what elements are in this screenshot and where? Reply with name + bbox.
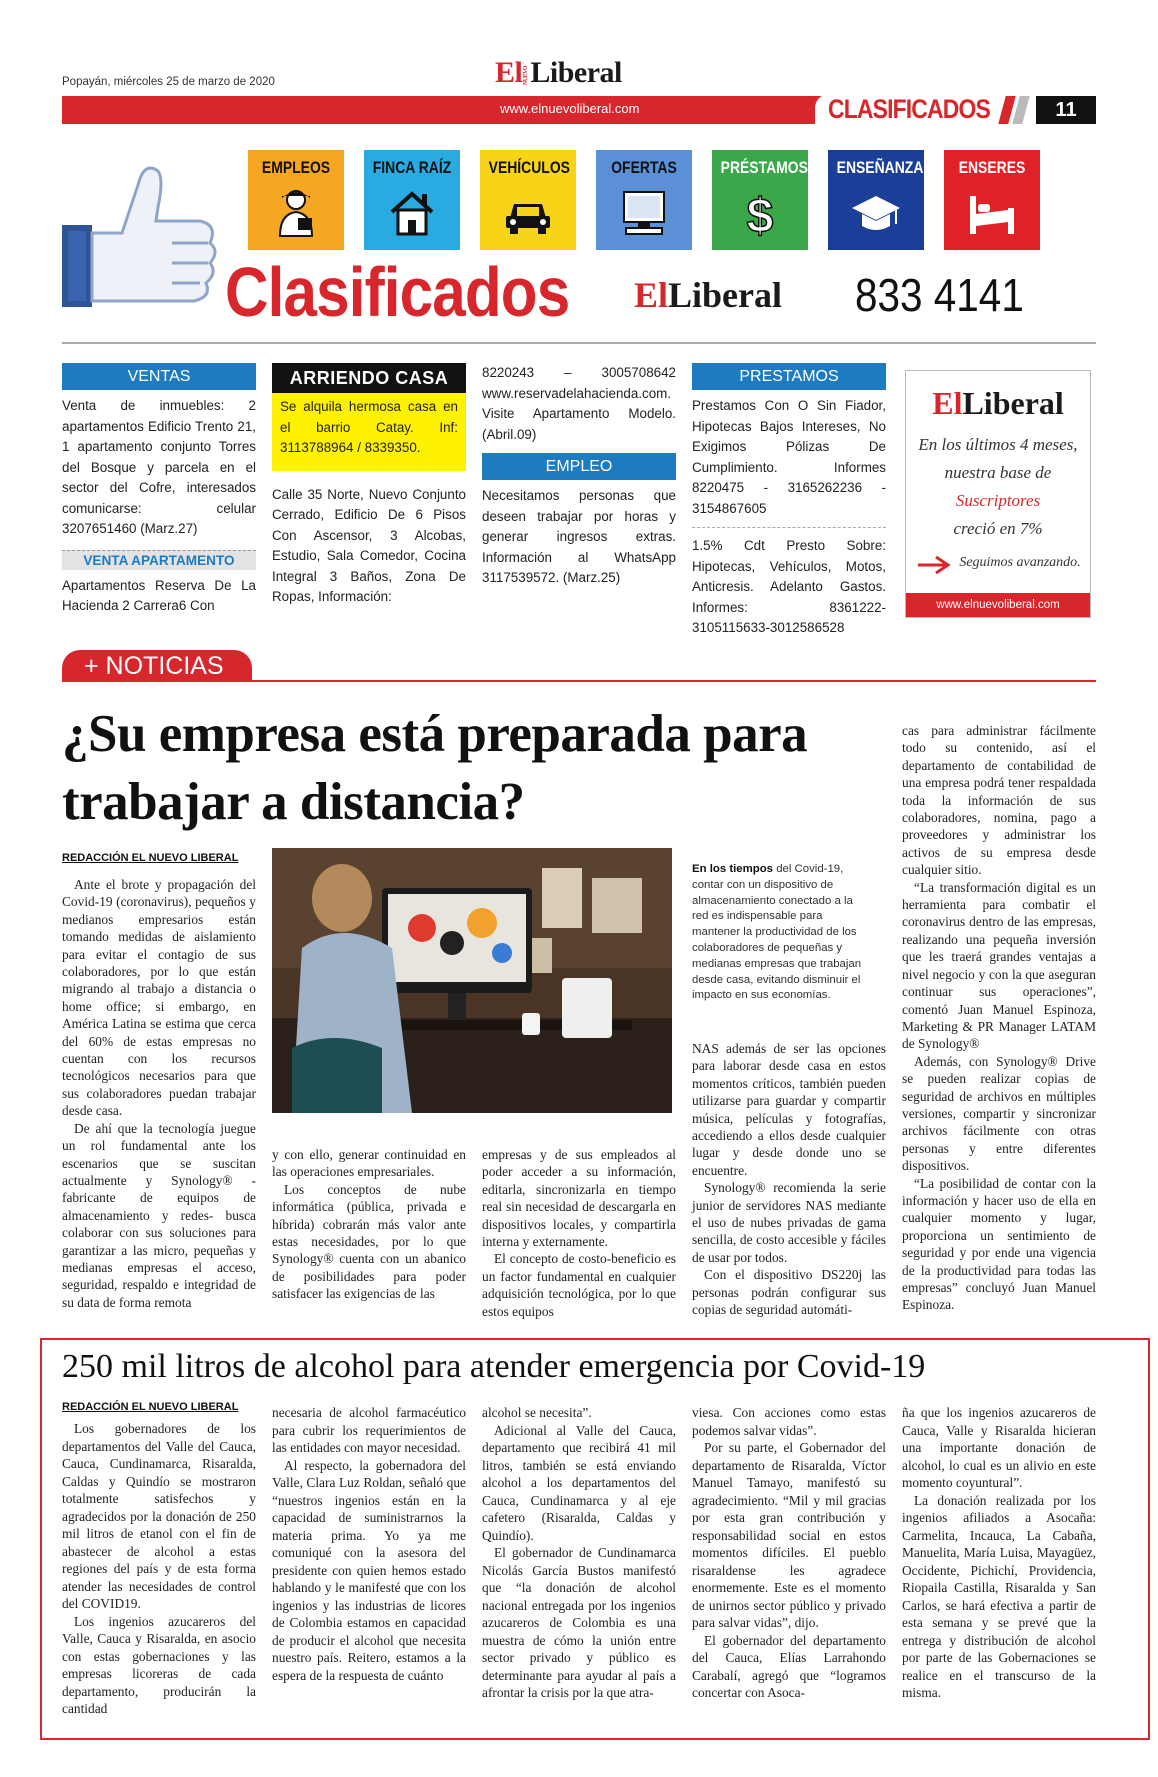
- paragraph: Al respecto, la gobernadora del Valle, Clara Luz Roldan, señaló que “nuestros ingenios están en la capacidad de suministrarnos la materia prima. Yo ya me comuniqué con la asesora del presidente con quien hemos estado hablando y le manifesté que con los ingenios y las industrias de licores de Colombia estamos en capacidad de producir el alcohol que necesita nuestro país. Reiterо, estamos a la espera de la respuesta de cuánto: [272, 1457, 466, 1683]
- woman-at-computer-illustration: [272, 848, 672, 1113]
- arriendo-header: ARRIENDO CASA: [272, 363, 466, 393]
- dollar-icon: [736, 188, 784, 238]
- paragraph: Además, con Synology® Drive se pueden realizar copias de seguridad de archivos en múltiples versiones, compartir y sincronizar archivos fácilmente con otras personas y entre diferentes dispositivos.: [902, 1053, 1096, 1174]
- category-ofertas[interactable]: [596, 150, 692, 250]
- dateline: Popayán, miércoles 25 de marzo de 2020: [62, 76, 275, 88]
- article-byline: REDACCIÓN EL NUEVO LIBERAL: [62, 852, 239, 864]
- paragraph: cas para administrar fácilmente todo su contenido, así el departamento de contabilidad de una empresa podrá tener respaldada toda la información de sus colaboradores, nomina, pago a proveedores y administrar los activos de su empresa desde cualquier sitio.: [902, 723, 1096, 878]
- paragraph: El gobernador del departamento del Cauca, Elías Larrahondo Carabalí, agregó que “logramos concertar con Asoca-: [692, 1632, 886, 1700]
- paragraph: “La posibilidad de contar con la información y hacer uso de ella en cualquier momento y lugar, proporciona un sentimiento de seguridad y por ende una vigencia de la productividad para todas las empresas” concluyó Juan Manuel Espinoza.: [902, 1175, 1096, 1313]
- venta-apartamento-header: VENTA APARTAMENTO: [62, 550, 256, 570]
- paragraph: Los ingenios azucareros del Valle, Cauca y Risaralda, en asocio con estas gobernaciones y las empresas licoreras de cada departamento, producirán la cantidad: [62, 1613, 256, 1716]
- category-finca-raiz[interactable]: [364, 150, 460, 250]
- ad-line: Seguimos avanzando.: [959, 555, 1081, 570]
- page-number: 11: [1036, 96, 1096, 124]
- ad-line: creció en 7%: [953, 519, 1043, 538]
- article2-column-2: [272, 1404, 466, 1684]
- classified-ventas: [62, 363, 256, 617]
- house-icon: [388, 188, 436, 238]
- masthead-logo[interactable]: [495, 56, 622, 90]
- empleo-header: EMPLEO: [482, 453, 676, 480]
- classified-arriendo: [272, 363, 466, 608]
- paragraph: Ante el brote y propagación del Covid-19 (coronavirus), pequeños y medianos empresarios están tomando medidas de aislamiento para evitar el contagio de sus colaboradores, por lo que están migrando al trabajo a distancia o home office; si embargo, en América Latina se estima que cerca del 60% de estas empresas no cuentan con los recursos tecnológicos necesarios para que sus colaboradores puedan trabajar desde casa.: [62, 877, 256, 1119]
- prestamos-text-2: 1.5% Cdt Presto Sobre: Hipotecas, Vehículos, Motos, Anticresis. Adelanto Gastos. Informes: 8361222-3105115633-3012586528: [692, 538, 886, 635]
- logo-el: El: [495, 56, 523, 89]
- banner-phone[interactable]: 833 4141: [855, 269, 1024, 321]
- category-empleos[interactable]: [248, 150, 344, 250]
- category-label: VEHÍCULOS: [488, 158, 570, 177]
- article2-column-5: [902, 1404, 1096, 1702]
- category-label: PRÉSTAMOS: [720, 158, 808, 177]
- thumbs-up-icon: [60, 155, 220, 315]
- logo-liberal: Liberal: [530, 56, 622, 89]
- category-prestamos[interactable]: [712, 150, 808, 250]
- computer-icon: [620, 188, 668, 238]
- article-column-1: [62, 876, 256, 1311]
- paragraph: empresas y de sus empleados al poder acceder a su información, editarla, sincronizarla en tiempo real sin necesidad de descargarla en dispositivos locales, y compartirla interna y externamente.: [482, 1147, 676, 1250]
- divider: [692, 527, 886, 528]
- ventas-text: Venta de inmuebles: 2 apartamentos Edificio Trento 21, 1 apartamento conjunto Torres del Bosque y parcela en el sector del Cofre, interesados comunicarse: celular 3207651460 (Marz.27): [62, 398, 256, 536]
- category-label: EMPLEOS: [261, 158, 331, 177]
- category-label: ENSERES: [958, 158, 1026, 177]
- paragraph: Adicional al Valle del Cauca, departamento que recibirá 41 mil litros, también se está enviando alcohol a los departamentos del Cauca, Cundinamarca y al eje cafetero (Risaralda, Caldas y Quindío).: [482, 1422, 676, 1543]
- category-vehiculos[interactable]: [480, 150, 576, 250]
- category-label: ENSEÑANZA: [836, 158, 924, 177]
- article-photo: [272, 848, 672, 1113]
- bed-icon: [968, 188, 1016, 238]
- article-column-4: [692, 1040, 886, 1319]
- logo-liberal: Liberal: [962, 385, 1064, 421]
- venta-apartamento-text: Apartamentos Reserva De La Hacienda 2 Carrera6 Con: [62, 577, 256, 613]
- logo-el: El: [634, 275, 669, 315]
- paragraph: El gobernador de Cundinamarca Nicolás García Bustos manifestó que “la donación de alcohol nacional entregada por los ingenios azucareros de Colombia es una muestra de cómo la unión entre sector privado y público es determinante para ayudar al país a afrontar la crisis por la que atra-: [482, 1545, 676, 1700]
- article2-column-3: [482, 1404, 676, 1702]
- paragraph: Con el dispositivo DS220j las personas podrán configurar sus copias de seguridad automáti-: [692, 1267, 886, 1318]
- prestamos-header: PRESTAMOS: [692, 363, 886, 390]
- photo-caption: [692, 862, 862, 1004]
- classified-prestamos: [692, 363, 886, 639]
- car-icon: [504, 188, 552, 238]
- banner-title: Clasificados: [225, 253, 570, 331]
- article-headline: ¿Su empresa está preparada para trabajar a distancia?: [62, 705, 808, 831]
- paragraph: alcohol se necesita”.: [482, 1405, 592, 1420]
- paragraph: Por su parte, el Gobernador del departamento de Risaralda, Víctor Manuel Tamayo, manifestó su agradecimiento. “Mil y mil gracias por esta gran contribución y responsabilidad social en estos momentos difíciles. El pueblo risaraldense les agradece enormemente. Este es el momento de unirnos sector público y privado para salvar vidas”, dijo.: [692, 1440, 886, 1630]
- classified-empleo: [482, 363, 676, 589]
- empleo-text: Necesitamos personas que deseen trabajar por horas y generar ingresos extras. Información al WhatsApp 3117539572. (Marz.25): [482, 488, 676, 585]
- ventas-header: VENTAS: [62, 363, 256, 390]
- site-url-link[interactable]: www.elnuevoliberal.com: [500, 101, 640, 116]
- paragraph: Los gobernadores de los departamentos del Valle del Cauca, Cauca, Cundinamarca, Risaralda, Caldas y Quindío se mostraron totalmente satisfechos y agradecidos por la donación de 250 mil litros de etanol con el fin de abastecer de alcohol a estas regiones del país y de esta forma atender las necesidades de control del COVID19.: [62, 1421, 256, 1611]
- paragraph: necesaria de alcohol farmacéutico para cubrir los requerimientos de las entidades con mayor necesidad.: [272, 1405, 466, 1455]
- category-enseres[interactable]: [944, 150, 1040, 250]
- category-ensenanza[interactable]: [828, 150, 924, 250]
- article-byline: REDACCIÓN EL NUEVO LIBERAL: [62, 1401, 239, 1413]
- paragraph: viesa. Con acciones como estas podemos salvar vidas”.: [692, 1405, 886, 1438]
- paragraph: y con ello, generar continuidad en las operaciones empresariales.: [272, 1147, 466, 1180]
- reserva-text: 8220243 – 3005708642 www.reservadelahacienda.com. Visite Apartamento Modelo. (Abril.09): [482, 365, 676, 442]
- paragraph: La donación realizada por los ingenios afiliados a Asocaña: Carmelita, Incauca, La Cabaña, Manuelita, María Luisa, Mayagüez, Occidente, Pichichí, Providencia, Riopaila Castilla, Risaralda y San Carlos, se hará efectiva a partir de esta semana y se prevé que la entrega y distribución de alcohol por parte de las Gobernaciones se realice en el transcurso de la misma.: [902, 1492, 1096, 1700]
- article-column-5: [902, 722, 1096, 1314]
- ad-logo: [906, 385, 1090, 422]
- article2-column-4: [692, 1404, 886, 1702]
- article-column-3: [482, 1146, 676, 1320]
- category-label: OFERTAS: [611, 158, 677, 177]
- ad-line: nuestra base de: [944, 463, 1052, 482]
- subscriber-ad[interactable]: [905, 370, 1091, 618]
- logo-nuevo: NUEVO: [523, 65, 530, 85]
- paragraph: El concepto de costo-beneficio es un factor fundamental en cualquier adquisición tecnológica, por lo que estos equipos: [482, 1251, 676, 1319]
- paragraph: De ahí que la tecnología juegue un rol fundamental ante los escenarios que se suscitan actualmente y Synology® -fabricante de equipos de almacenamiento y redes- busca colaborar con sus soluciones para garantizar a las micro, pequeñas y medianas empresas el acceso, seguridad, respaldo e integridad de su data de forma remota: [62, 1120, 256, 1310]
- prestamos-text-1: Prestamos Con O Sin Fiador, Hipotecas Bajos Intereses, No Exigimos Pólizas De Cumplimiento. Informes 8220475 - 3165262236 - 3154867605: [692, 398, 886, 516]
- paragraph: “La transformación digital es un herramienta para combatir el coronavirus dentro de las empresas, realizando una pequeña inversión que les traerá grandes ventajas a nivel negocio y con la que aseguran continuar sus operaciones”, comentó Juan Manuel Espinoza, Marketing & PR Manager LATAM de Synology®: [902, 879, 1096, 1052]
- paragraph: Synology® recomienda la serie junior de servidores NAS mediante el uso de nubes privadas de gama sencilla, de costo accesible y fáciles de usar por todos.: [692, 1180, 886, 1265]
- article2-column-1: [62, 1420, 256, 1718]
- article-headline: 250 mil litros de alcohol para atender emergencia por Covid-19: [62, 1348, 926, 1385]
- ad-line: En los últimos 4 meses,: [918, 435, 1078, 454]
- caption-text: del Covid-19, contar con un dispositivo de almacenamiento conectado a la red es indispensable para mantener la productividad de los colaboradores de pequeñas y medianas empresas que trabajan desde casa, evitando disminuir el impacto en sus economías.: [692, 863, 862, 1002]
- worker-icon: [272, 188, 320, 238]
- logo-liberal: Liberal: [668, 275, 783, 315]
- logo-el: El: [932, 385, 963, 421]
- ad-url[interactable]: www.elnuevoliberal.com: [906, 593, 1090, 617]
- ad-line: Suscriptores: [955, 491, 1041, 510]
- category-label: FINCA RAÍZ: [372, 158, 452, 177]
- paragraph: NAS además de ser las opciones para laborar desde casa en estos momentos críticos, también pueden utilizarse para guardar y compartir música, películas y fotografías, accediendo a ellos desde cualquier lugar y desde donde uno se encuentre.: [692, 1041, 886, 1178]
- svg-text:$: $: [746, 190, 774, 238]
- section-name: CLASIFICADOS: [828, 94, 990, 124]
- header-bar: [62, 96, 822, 124]
- caption-lead: En los tiempos: [692, 863, 774, 875]
- divider: [62, 680, 1096, 682]
- paragraph: Los conceptos de nube informática (pública, privada e híbrida) cobrarán más valor ante estas necesidades, por lo que Synology® cuenta con un abanico de posibilidades para poder satisfacer las exigencias de las: [272, 1181, 466, 1302]
- divider: [62, 342, 1096, 344]
- article-column-2: [272, 1146, 466, 1303]
- news-tab-label: + NOTICIAS: [84, 652, 224, 680]
- arriendo-highlight: Se alquila hermosa casa en el barrio Catay. Inf: 3113788964 / 8339350.: [272, 393, 466, 471]
- arriendo-text: Calle 35 Norte, Nuevo Conjunto Cerrado, Edificio De 6 Pisos Con Ascensor, 3 Alcobas, Estudio, Sala Comedor, Cocina Integral 3 Baños, Zona De Ropas, Información:: [272, 486, 466, 604]
- paragraph: ña que los ingenios azucareros de Cauca, Valle y Risaralda hicieran una importante donación de alcohol, lo cual es un alivio en este momento coyuntural”.: [902, 1405, 1096, 1490]
- graduation-cap-icon: [852, 188, 900, 238]
- banner-logo: [634, 274, 782, 316]
